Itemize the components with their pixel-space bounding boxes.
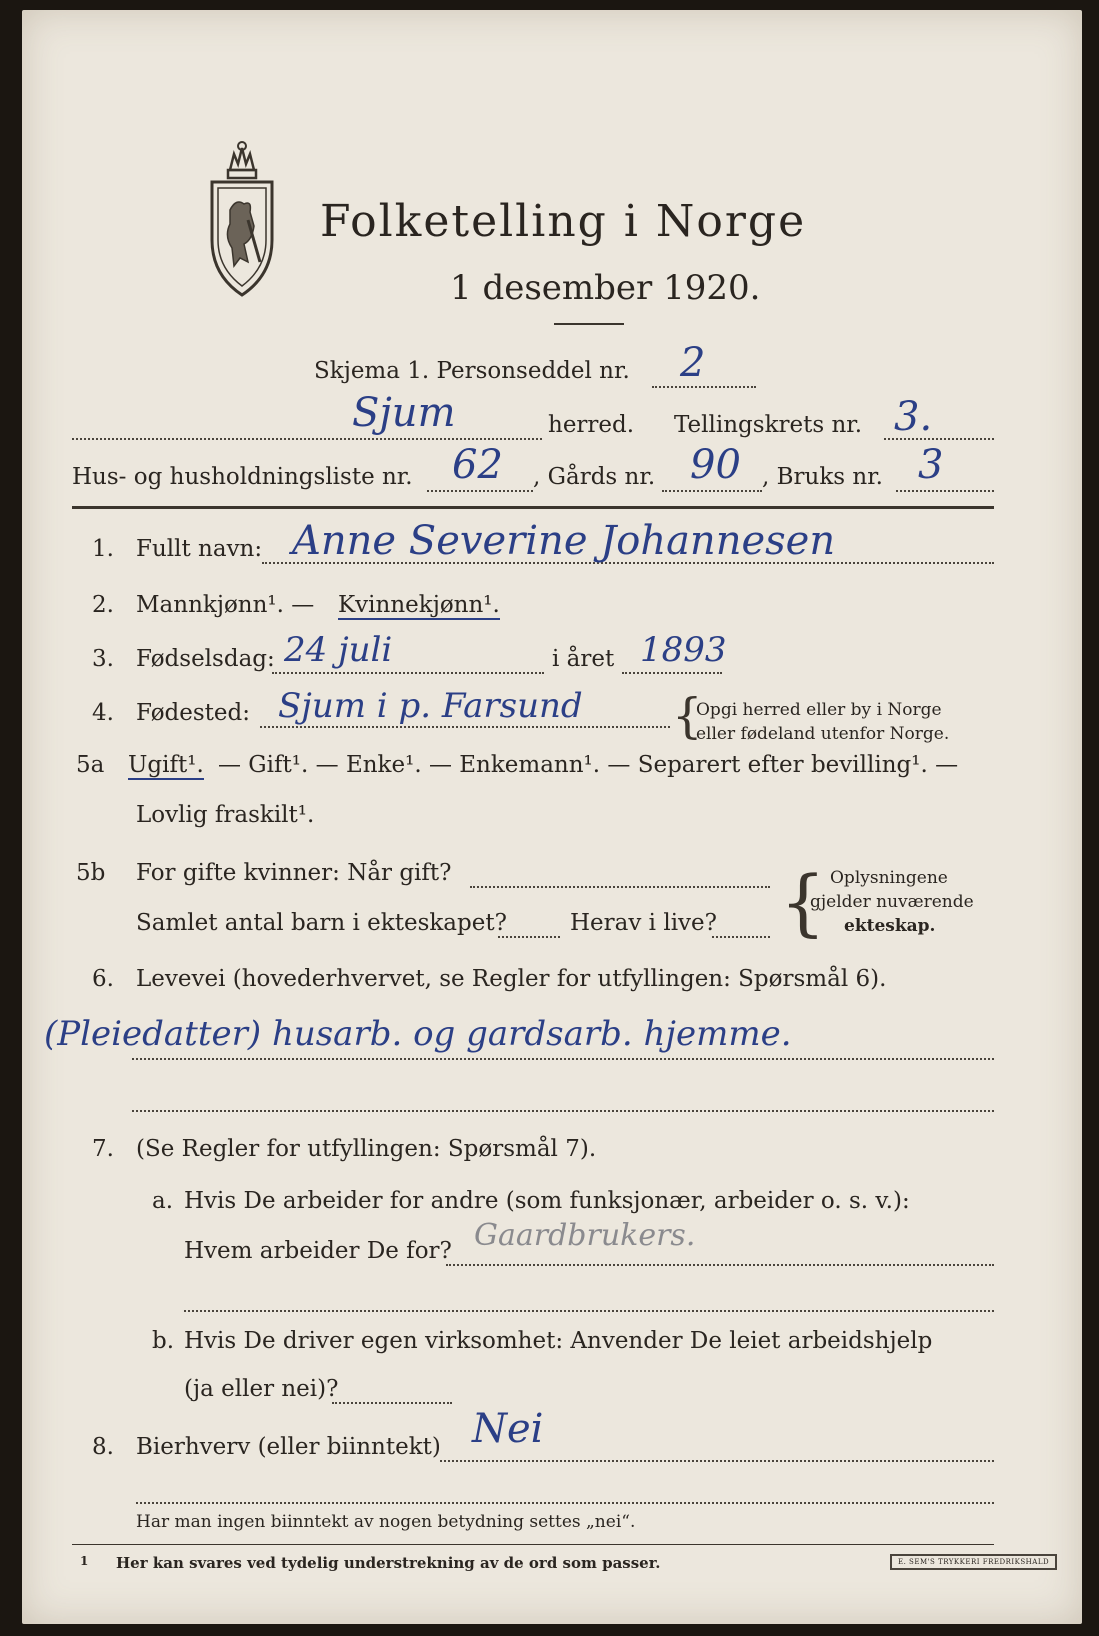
q7a-line [446, 1264, 994, 1266]
q6-line1 [132, 1058, 994, 1060]
footnote-mark: 1 [80, 1554, 89, 1568]
q4-birthplace: Sjum i p. Farsund [278, 686, 583, 726]
q5b-line2: Samlet antal barn i ekteskapet? [136, 910, 507, 936]
q7a-extra-line [184, 1310, 994, 1312]
q6-label: Levevei (hovederhvervet, se Regler for utfyllingen: Spørsmål 6). [136, 966, 887, 992]
q5b-herav-line [712, 936, 770, 938]
title-divider [554, 323, 624, 325]
q3-birthday: 24 juli [284, 630, 393, 670]
q7a-line1: Hvis De arbeider for andre (som funksjonær, arbeider o. s. v.): [184, 1188, 910, 1214]
bruks-line [896, 490, 994, 492]
q5b-note-line2: gjelder nuværende [810, 892, 974, 912]
q2-kvinnekjonn-underlined: Kvinnekjønn¹. [338, 592, 500, 618]
q4-line [260, 726, 670, 728]
q4-note-line1: Opgi herred eller by i Norge [696, 700, 942, 720]
tellingskrets-label: Tellingskrets nr. [674, 412, 863, 438]
q5b-note-line1: Oplysningene [830, 868, 948, 888]
q7a-employer: Gaardbrukers. [474, 1218, 696, 1253]
q8-value: Nei [472, 1406, 544, 1452]
q5a-options: — Gift¹. — Enke¹. — Enkemann¹. — Separert efter bevilling¹. — [218, 752, 959, 778]
q6-line2 [132, 1110, 994, 1112]
herred-label: herred. [548, 412, 635, 438]
bruks-nr: 3 [918, 442, 944, 488]
q5b-nar-gift-line [470, 886, 770, 888]
q3-number: 3. [92, 646, 114, 672]
footnote-separator [72, 1544, 994, 1545]
q4-note-line2: eller fødeland utenfor Norge. [696, 724, 950, 744]
hus-line [427, 490, 533, 492]
q8-extra-line [136, 1502, 994, 1504]
q7b-line2: (ja eller nei)? [184, 1376, 339, 1402]
personseddel-line [652, 386, 756, 388]
q8-number: 8. [92, 1434, 114, 1460]
q2-number: 2. [92, 592, 114, 618]
census-date: 1 desember 1920. [450, 268, 761, 308]
printer-stamp: E. SEM'S TRYKKERI FREDRIKSHALD [890, 1554, 1057, 1570]
q5a-fraskilt: Lovlig fraskilt¹. [136, 802, 315, 828]
q3-line [272, 672, 544, 674]
hus-label: Hus- og husholdningsliste nr. [72, 464, 413, 490]
q7a-line2: Hvem arbeider De for? [184, 1238, 452, 1264]
q7b-line [332, 1402, 452, 1404]
q5b-barn-line [498, 936, 560, 938]
q6-number: 6. [92, 966, 114, 992]
q4-label: Fødested: [136, 700, 251, 726]
q3-year-label: i året [552, 646, 615, 672]
q7b-letter: b. [152, 1328, 175, 1354]
personseddel-nr: 2 [680, 340, 706, 386]
herred-line [72, 438, 542, 440]
q7-label: (Se Regler for utfyllingen: Spørsmål 7). [136, 1136, 597, 1162]
q5a-number: 5a [76, 752, 105, 778]
form-title: Folketelling i Norge [320, 196, 807, 247]
skjema-label: Skjema 1. Personseddel nr. [314, 358, 630, 384]
coat-of-arms-icon [202, 140, 282, 300]
herred-value: Sjum [352, 390, 456, 436]
q5a-ugift-underlined: Ugift¹. [128, 752, 204, 778]
q7b-line1: Hvis De driver egen virksomhet: Anvender De leiet arbeidshjelp [184, 1328, 933, 1354]
gards-label: , Gårds nr. [533, 464, 656, 490]
bruks-label: , Bruks nr. [762, 464, 883, 490]
q1-full-name: Anne Severine Johannesen [292, 518, 836, 564]
gards-nr: 90 [690, 442, 741, 488]
q8-line [440, 1460, 994, 1462]
q7a-letter: a. [152, 1188, 174, 1214]
gards-line [662, 490, 762, 492]
q5b-line1: For gifte kvinner: Når gift? [136, 860, 452, 886]
q5b-herav: Herav i live? [570, 910, 717, 936]
footnote-text: Her kan svares ved tydelig understrekning av de ord som passer. [116, 1554, 661, 1572]
q5b-number: 5b [76, 860, 106, 886]
tellingskrets-nr: 3. [894, 394, 933, 440]
q8-label: Bierhverv (eller biinntekt) [136, 1434, 441, 1460]
census-form-page: Folketelling i Norge 1 desember 1920. Skjema 1. Personseddel nr. 2 Sjum herred. Tellingskrets nr. 3. Hus- og husholdningsliste nr. 62 , Gårds nr. 90 , Bruks nr. 3 1. Fullt navn: Anne Severine Johannesen 2. Mannkjønn¹. — Kvinnekjønn¹. 3. Fødselsdag: 24 juli i året 1893 4. Fødested: Sjum i p. Farsund { Opgi herred eller by i Norge eller fødeland utenfor Norge. 5a Ugift¹. — Gift¹. — Enke¹. — Enkemann¹. — Separert efter bevilling¹. — Lovlig fraskilt¹. 5b For gifte kvinner: Når gift? Samlet antal barn i ekteskapet? Herav i live? { Oplysningene gjelder nuværende ekteskap. 6. Levevei (hovederhvervet, se Regler for utfyllingen: Spørsmål 6). (Pleiedatter) husarb. og gardsarb. hjemme. 7. (Se Regler for utfyllingen: Spørsmål 7). a. Hvis De arbeider for andre (som funksjonær, arbeider o. s. v.): Hvem arbeider De for? Gaardbrukers. b. Hvis De driver egen virksomhet: Anvender De leiet arbeidshjelp (ja eller nei)? 8. Bierhverv (eller biinntekt) Nei Har man ingen biinntekt av nogen betydning settes „nei“. 1 Her kan svares ved tydelig understrekning av de ord som passer. E. SEM'S TRYKKERI FREDRIKSHALD [22, 10, 1082, 1624]
q1-label: Fullt navn: [136, 536, 263, 562]
q2-mannkjonn: Mannkjønn¹. — [136, 592, 315, 618]
header-separator [72, 506, 994, 509]
q7-number: 7. [92, 1136, 114, 1162]
q8-note: Har man ingen biinntekt av nogen betydning settes „nei“. [136, 1512, 636, 1532]
q4-number: 4. [92, 700, 114, 726]
hus-nr: 62 [452, 442, 503, 488]
q5b-note-line3: ekteskap. [844, 916, 936, 936]
q3-label: Fødselsdag: [136, 646, 275, 672]
q3-year-line [622, 672, 722, 674]
q1-number: 1. [92, 536, 114, 562]
q3-birth-year: 1893 [640, 630, 727, 670]
q6-occupation: (Pleiedatter) husarb. og gardsarb. hjemme. [44, 1014, 792, 1054]
